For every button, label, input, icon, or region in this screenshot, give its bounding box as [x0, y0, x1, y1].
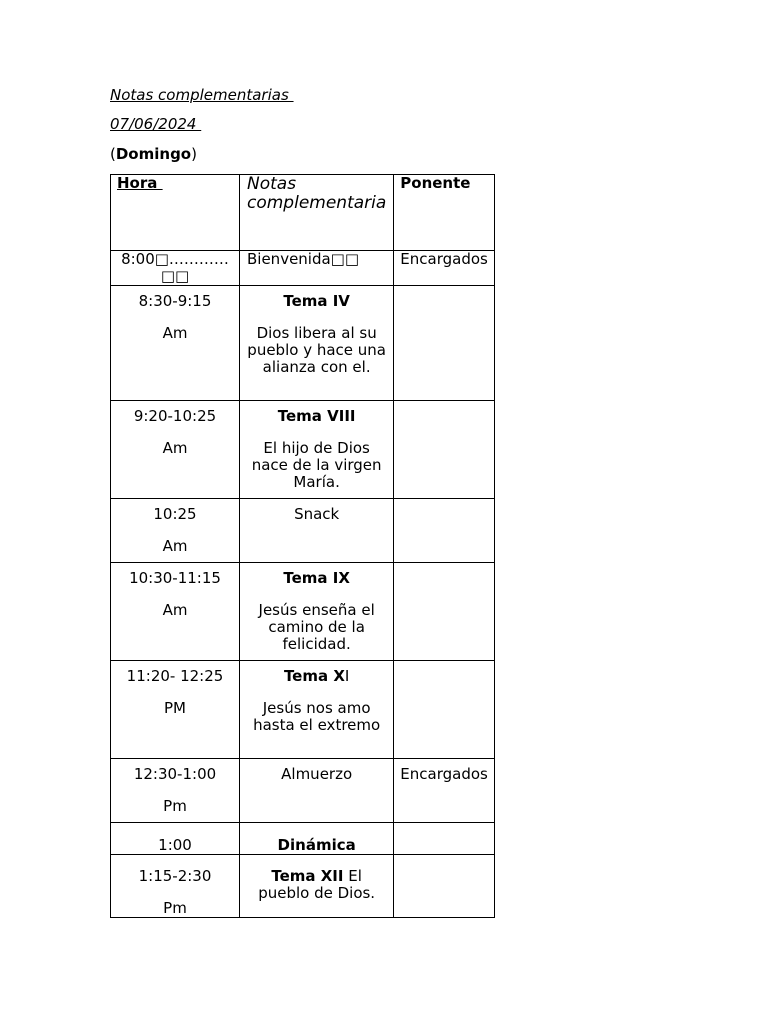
time-cell [111, 251, 240, 286]
day-close-paren: ) [191, 145, 197, 163]
period: Am [162, 324, 188, 342]
notes: El hijo de Dios nace de la virgen María. [251, 439, 382, 491]
ponente-cell [394, 855, 495, 918]
notes: El pueblo de Dios. [258, 867, 376, 902]
time: 1:15-2:30 [138, 867, 212, 885]
table-row [111, 286, 495, 401]
time-cell [111, 286, 240, 401]
time: 9:20-10:25 [133, 407, 217, 425]
time-cell [111, 563, 240, 661]
notes-cell [240, 499, 394, 563]
notes-cell [240, 286, 394, 401]
table-row [111, 251, 495, 286]
ponente-cell [394, 251, 495, 286]
notes-cell [240, 823, 394, 855]
time: 1:00 [158, 836, 192, 854]
schedule-table [110, 174, 495, 918]
period: Am [162, 601, 188, 619]
table-row [111, 823, 495, 855]
time: 10:30-11:15 [129, 569, 221, 587]
time: 11:20- 12:25 [126, 667, 224, 685]
topic: Tema IV [283, 292, 350, 310]
ponente-cell [394, 759, 495, 823]
time-cell [111, 759, 240, 823]
doc-date [110, 115, 201, 133]
ponente: Encargados [400, 765, 488, 783]
period: PM [164, 699, 186, 717]
notes-cell [240, 401, 394, 499]
time-cell [111, 401, 240, 499]
time: 10:25 [153, 505, 197, 523]
topic-rest: I [344, 667, 350, 685]
time-cell [111, 823, 240, 855]
title-text: Notas complementarias [110, 86, 294, 104]
ponente: Encargados [400, 250, 488, 268]
notes: Dios libera al su pueblo y hace una alianza con el. [247, 324, 386, 376]
date-text: 07/06/2024 [110, 115, 202, 133]
notes-cell [240, 563, 394, 661]
header-hora: Hora [117, 174, 163, 192]
period: Am [162, 439, 188, 457]
topic [284, 667, 349, 685]
topic: Tema XII [271, 867, 344, 885]
header-notas: Notas complementaria [247, 174, 387, 213]
topic: Tema IX [283, 569, 350, 587]
table-row [111, 855, 495, 918]
day-text: Domingo [115, 145, 192, 163]
notes: Bienvenida□□ [247, 250, 360, 268]
time-cell [111, 661, 240, 759]
header-ponente-cell [394, 175, 495, 251]
ponente-cell [394, 563, 495, 661]
day-open-paren: ( [110, 145, 116, 163]
table-row [111, 563, 495, 661]
doc-title [110, 86, 294, 104]
time-cell [111, 499, 240, 563]
header-ponente: Ponente [400, 174, 471, 192]
table-row [111, 661, 495, 759]
notes-cell [240, 251, 394, 286]
doc-day [110, 145, 197, 163]
topic-bold: Tema X [283, 667, 345, 685]
topic: Dinámica [277, 836, 356, 854]
notes: Jesús nos amo hasta el extremo [253, 699, 381, 734]
notes-cell [240, 855, 394, 918]
ponente-cell [394, 499, 495, 563]
period: Am [162, 537, 188, 555]
notes: Jesús enseña el camino de la felicidad. [258, 601, 375, 653]
period: Pm [163, 797, 187, 815]
time-cell [111, 855, 240, 918]
table-row [111, 759, 495, 823]
ponente-cell [394, 286, 495, 401]
notes-cell [240, 661, 394, 759]
ponente-cell [394, 401, 495, 499]
ponente-cell [394, 661, 495, 759]
header-notas-cell [240, 175, 394, 251]
table-row [111, 499, 495, 563]
ponente-cell [394, 823, 495, 855]
header-hora-cell [111, 175, 240, 251]
table-header-row [111, 175, 495, 251]
notes: Snack [294, 505, 340, 523]
time: 12:30-1:00 [133, 765, 217, 783]
table-row [111, 401, 495, 499]
time: 8:30-9:15 [138, 292, 212, 310]
notes-cell [240, 759, 394, 823]
period: Pm [163, 899, 187, 917]
notes: Almuerzo [281, 765, 353, 783]
topic: Tema VIII [277, 407, 356, 425]
time: 8:00□…………□□ [121, 250, 229, 285]
